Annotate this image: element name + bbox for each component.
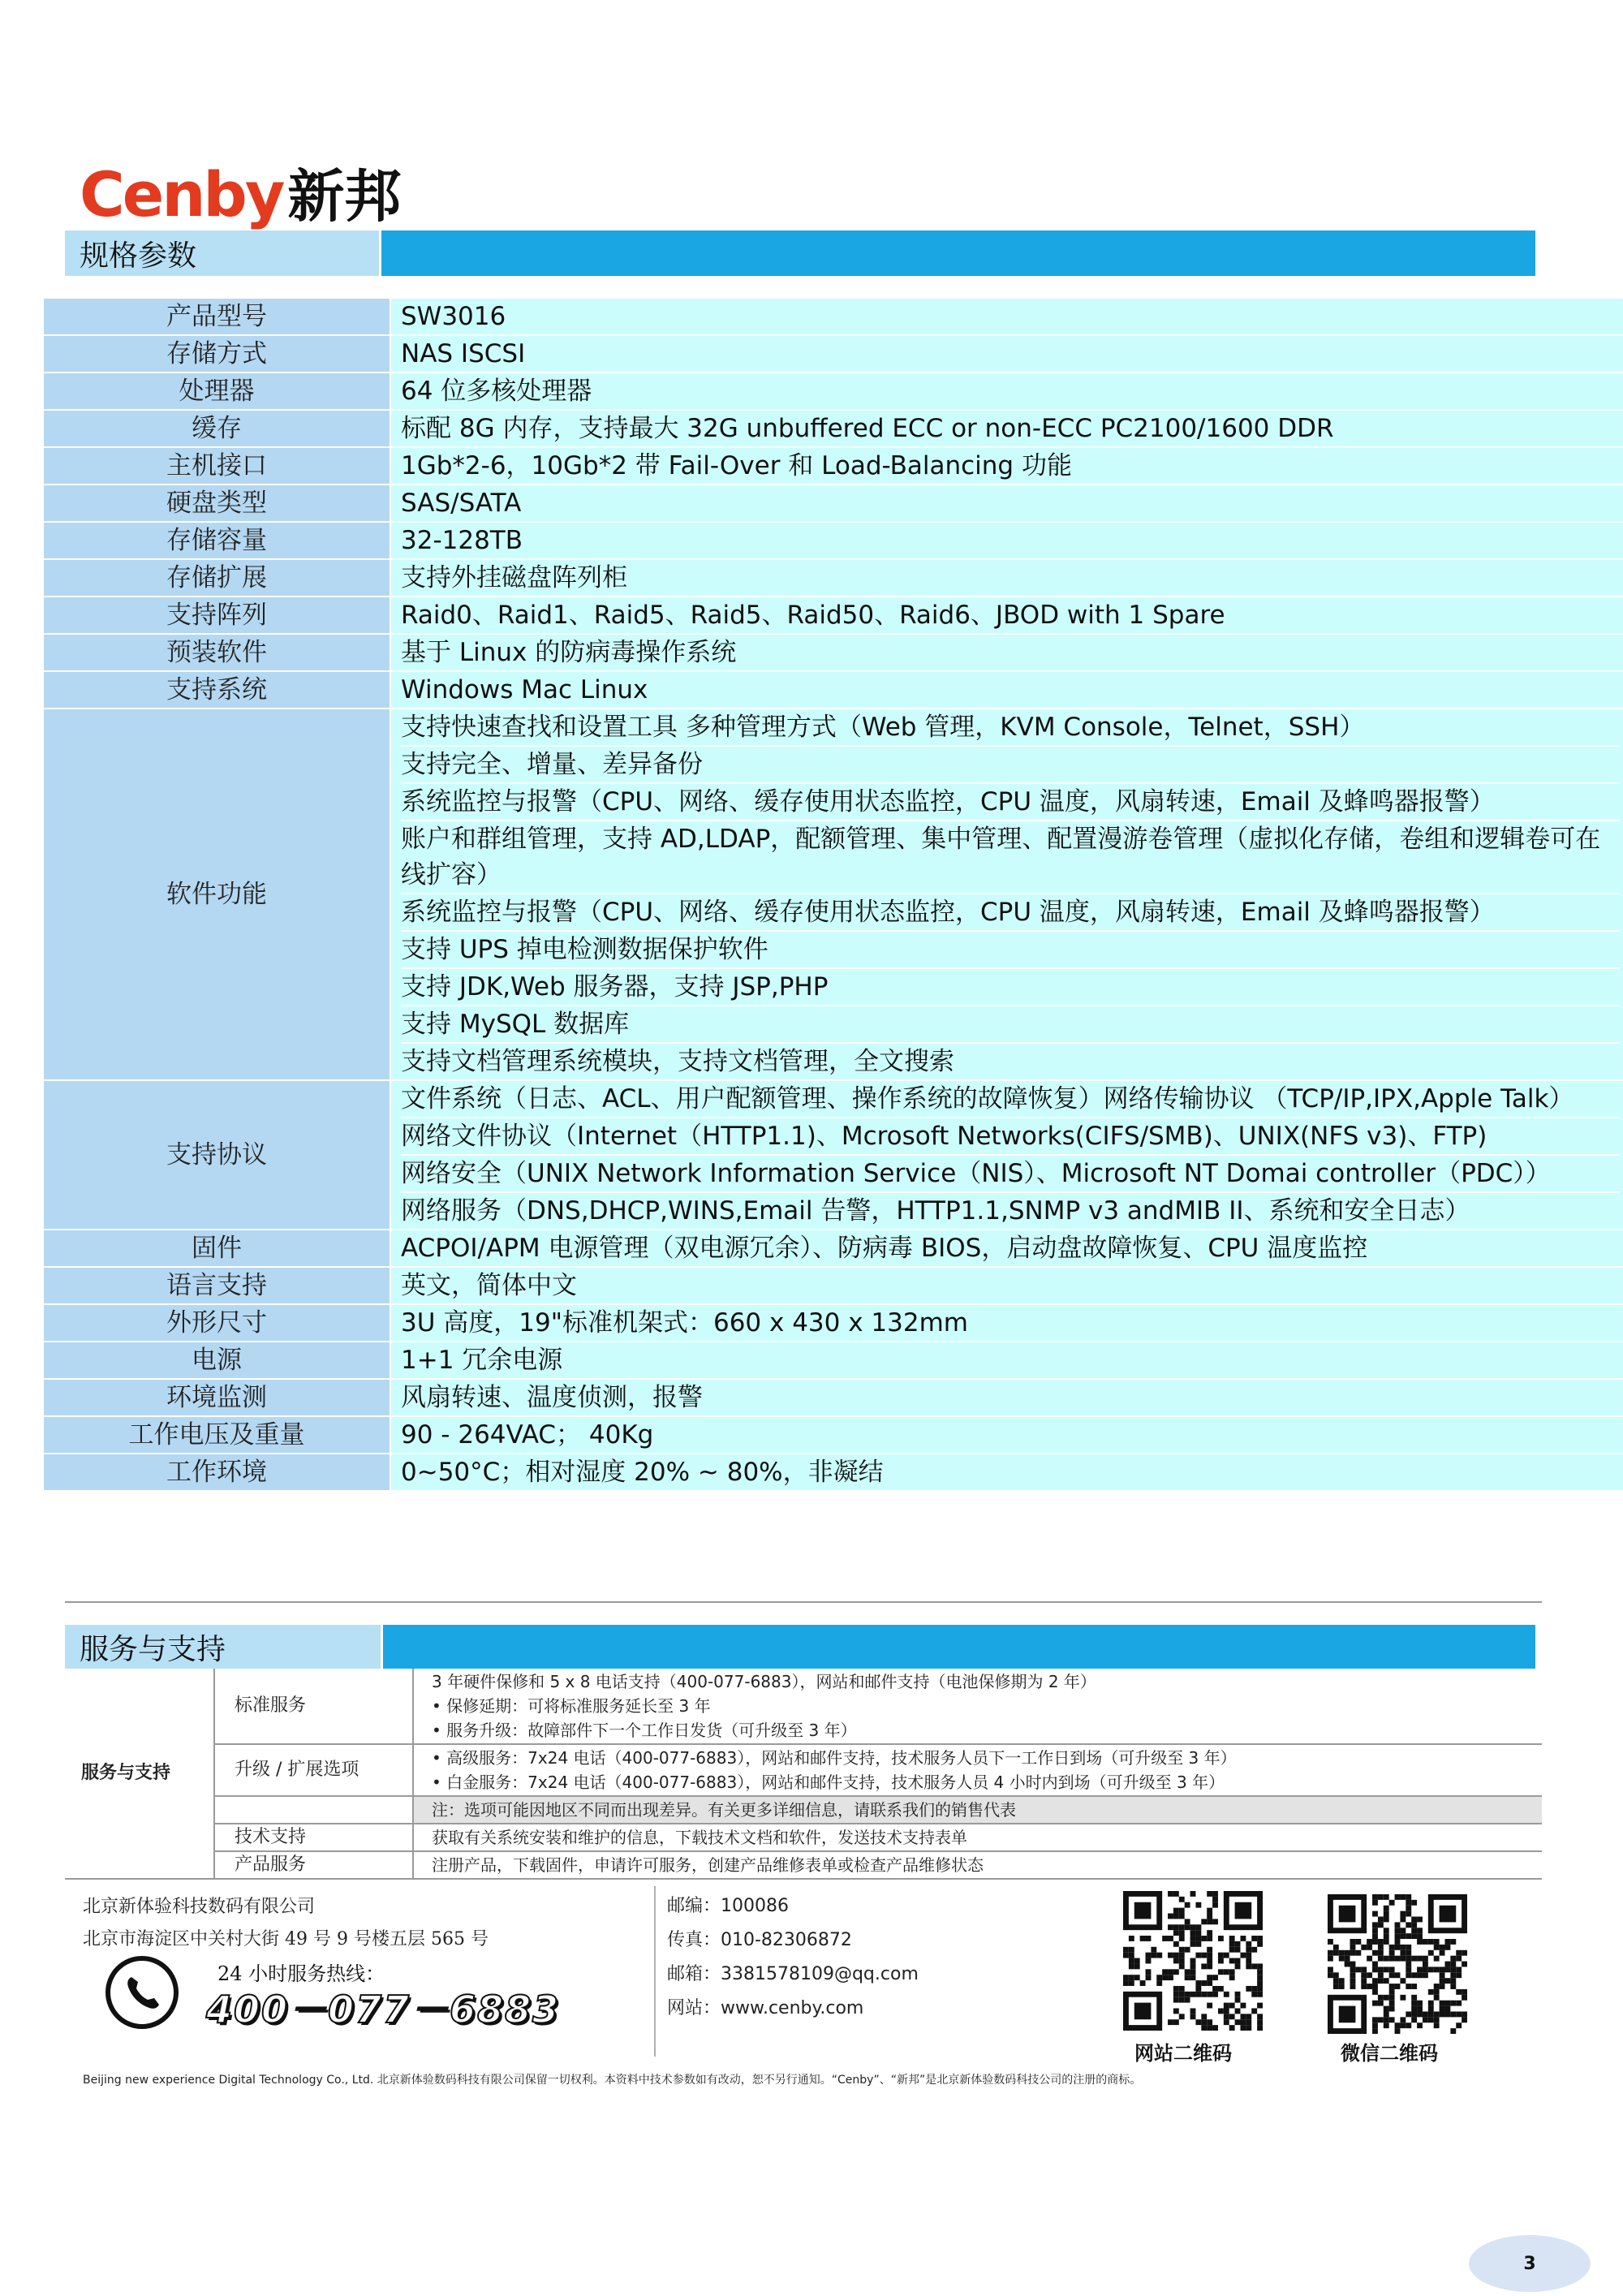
spec-key: 支持阵列	[43, 597, 390, 634]
wechat-qr-caption: 微信二维码	[1341, 2041, 1438, 2065]
service-detail	[413, 1669, 1542, 1744]
service-label: 产品服务	[214, 1851, 413, 1879]
spec-row	[43, 522, 1623, 559]
footer-company-info	[83, 1891, 489, 1956]
hotline-label: 24 小时服务热线：	[217, 1962, 385, 1985]
spec-row	[43, 1454, 1623, 1491]
spec-row	[43, 1304, 1623, 1342]
service-detail-line: • 服务升级：故障部件下一个工作日发货（可升级至 3 年）	[432, 1721, 857, 1740]
hotline-number: 400－077－6883	[206, 1988, 561, 2031]
spec-key: 处理器	[43, 373, 390, 410]
brand-logo	[80, 156, 401, 234]
spec-value	[390, 1454, 1623, 1491]
spec-value-line: 英文，简体中文	[401, 1271, 577, 1300]
spec-key: 环境监测	[43, 1379, 390, 1416]
email: 邮箱：3381578109@qq.com	[667, 1964, 919, 1984]
spec-value-line: 系统监控与报警（CPU、网络、缓存使用状态监控，CPU 温度，风扇转速，Email 及蜂鸣器报警）	[401, 893, 1620, 930]
spec-value	[390, 634, 1623, 671]
spec-section-header	[65, 230, 1535, 276]
spec-row	[43, 447, 1623, 485]
service-row	[65, 1744, 1542, 1796]
spec-value-line: 支持 JDK,Web 服务器，支持 JSP,PHP	[401, 967, 1620, 1005]
service-row	[65, 1824, 1542, 1851]
brand-name-en: Cenby	[80, 158, 283, 230]
spec-row	[43, 1379, 1623, 1416]
spec-value	[390, 559, 1623, 597]
spec-key: 软件功能	[43, 709, 390, 1080]
spec-value-line: 1+1 冗余电源	[401, 1346, 563, 1375]
spec-row	[43, 1267, 1623, 1304]
page-number: 3	[1469, 2235, 1591, 2292]
spec-key: 语言支持	[43, 1267, 390, 1304]
spec-row	[43, 597, 1623, 634]
spec-value-line: NAS ISCSI	[401, 339, 526, 368]
spec-value-line: 账户和群组管理，支持 AD,LDAP，配额管理、集中管理、配置漫游卷管理（虚拟化存储，卷组和逻辑卷可在线扩容）	[401, 820, 1620, 893]
brand-name-cn: 新邦	[287, 163, 402, 230]
service-row	[65, 1669, 1542, 1744]
service-detail-line: 注册产品，下载固件，申请许可服务，创建产品维修表单或检查产品维修状态	[432, 1855, 984, 1875]
company-name: 北京新体验科技数码有限公司	[83, 1897, 316, 1917]
spec-row	[43, 485, 1623, 522]
spec-value-line: SW3016	[401, 302, 506, 331]
footer-separator	[654, 1886, 656, 2057]
spec-value-line: 系统监控与报警（CPU、网络、缓存使用状态监控，CPU 温度，风扇转速，Email 及蜂鸣器报警）	[401, 782, 1620, 820]
postcode: 邮编：100086	[667, 1896, 789, 1916]
spec-value-line: 网络安全（UNIX Network Information Service（NIS）、Microsoft NT Domai controller（PDC））	[401, 1154, 1620, 1191]
spec-key: 存储扩展	[43, 559, 390, 597]
service-detail	[413, 1824, 1542, 1851]
spec-value	[390, 709, 1623, 1080]
spec-key: 缓存	[43, 410, 390, 447]
copyright-notice: Beijing new experience Digital Technology Co., Ltd. 北京新体验数码科技有限公司保留一切权利。本资料中技术参数如有改动，恕不另行通知。“Cenby”、“新邦”是北京新体验数码科技公司的注册的商标。	[83, 2074, 1142, 2087]
spec-key: 固件	[43, 1230, 390, 1267]
spec-value-line: 网络文件协议（Internet（HTTP1.1)、Mcrosoft Networks(CIFS/SMB)、UNIX(NFS v3)、FTP)	[401, 1117, 1620, 1154]
spec-value	[390, 522, 1623, 559]
spec-key: 主机接口	[43, 447, 390, 485]
spec-key: 产品型号	[43, 298, 390, 335]
footer-contact-info	[667, 1889, 919, 2026]
spec-value-line: 支持完全、增量、差异备份	[401, 745, 1620, 782]
service-detail-line: 3 年硬件保修和 5 x 8 电话支持（400-077-6883），网站和邮件支持（电池保修期为 2 年）	[432, 1672, 1096, 1691]
spec-value-line: 基于 Linux 的防病毒操作系统	[401, 638, 737, 667]
spec-value-line: 风扇转速、温度侦测，报警	[401, 1383, 703, 1412]
spec-value-line: 0~50°C；相对湿度 20% ~ 80%，非凝结	[401, 1458, 884, 1487]
website-qr-caption: 网站二维码	[1134, 2041, 1232, 2065]
spec-value	[390, 1304, 1623, 1342]
spec-key: 支持协议	[43, 1080, 390, 1230]
phone-icon	[105, 1956, 179, 2029]
spec-key: 支持系统	[43, 671, 390, 709]
spec-row	[43, 709, 1623, 1080]
spec-key: 预装软件	[43, 634, 390, 671]
spec-row	[43, 335, 1623, 373]
spec-value-line: ACPOI/APM 电源管理（双电源冗余）、防病毒 BIOS，启动盘故障恢复、CPU 温度监控	[401, 1234, 1368, 1263]
spec-row	[43, 410, 1623, 447]
service-row	[65, 1796, 1542, 1824]
spec-section-title: 规格参数	[65, 230, 381, 276]
spec-key: 存储容量	[43, 522, 390, 559]
spec-value	[390, 1416, 1623, 1454]
spec-value-line: 文件系统（日志、ACL、用户配额管理、操作系统的故障恢复）网络传输协议 （TCP/IP,IPX,Apple Talk）	[401, 1084, 1574, 1114]
service-table	[65, 1669, 1542, 1880]
spec-value-line: 支持文档管理系统模块，支持文档管理，全文搜索	[401, 1042, 1620, 1079]
spec-value	[390, 335, 1623, 373]
spec-value	[390, 1379, 1623, 1416]
service-detail-line: 获取有关系统安装和维护的信息，下载技术文档和软件，发送技术支持表单	[432, 1828, 967, 1847]
spec-key: 工作环境	[43, 1454, 390, 1491]
service-detail-line: • 保修延期：可将标准服务延长至 3 年	[432, 1696, 711, 1716]
service-section-header	[65, 1625, 1535, 1669]
spec-row	[43, 1416, 1623, 1454]
spec-value	[390, 597, 1623, 634]
spec-value	[390, 1267, 1623, 1304]
service-label	[214, 1796, 413, 1824]
service-label: 技术支持	[214, 1824, 413, 1851]
spec-row	[43, 373, 1623, 410]
spec-value	[390, 373, 1623, 410]
spec-value-line: 3U 高度，19"标准机架式：660 x 430 x 132mm	[401, 1308, 968, 1338]
spec-value-line: SAS/SATA	[401, 489, 522, 518]
service-label: 标准服务	[214, 1669, 413, 1744]
spec-value	[390, 298, 1623, 335]
service-label: 升级 / 扩展选项	[214, 1744, 413, 1796]
service-detail-line: • 高级服务：7x24 电话（400-077-6883），网站和邮件支持，技术服务人员下一工作日到场（可升级至 3 年）	[432, 1748, 1237, 1768]
spec-value-line: 1Gb*2-6，10Gb*2 带 Fail-Over 和 Load-Balancing 功能	[401, 451, 1072, 480]
spec-value-line: Raid0、Raid1、Raid5、Raid5、Raid50、Raid6、JBOD with 1 Spare	[401, 601, 1225, 630]
spec-row	[43, 559, 1623, 597]
spec-value-line: 标配 8G 内存，支持最大 32G unbuffered ECC or non-ECC PC2100/1600 DDR	[401, 414, 1334, 443]
spec-value	[390, 671, 1623, 709]
service-section-title: 服务与支持	[65, 1625, 383, 1669]
fax: 传真：010-82306872	[667, 1930, 852, 1950]
spec-table	[42, 297, 1623, 1492]
spec-key: 硬盘类型	[43, 485, 390, 522]
spec-row	[43, 671, 1623, 709]
spec-key: 存储方式	[43, 335, 390, 373]
spec-key: 外形尺寸	[43, 1304, 390, 1342]
website-qr-code-icon	[1123, 1891, 1263, 2031]
service-detail-line: • 白金服务：7x24 电话（400-077-6883），网站和邮件支持，技术服务人员 4 小时内到场（可升级至 3 年）	[432, 1773, 1225, 1792]
spec-value-line: 支持外挂磁盘阵列柜	[401, 563, 627, 592]
spec-value	[390, 485, 1623, 522]
spec-value	[390, 1080, 1623, 1230]
spec-value-line: 网络服务（DNS,DHCP,WINS,Email 告警，HTTP1.1,SNMP v3 andMIB II、系统和安全日志）	[401, 1191, 1620, 1229]
service-detail	[413, 1744, 1542, 1796]
spec-value-line: 90 - 264VAC； 40Kg	[401, 1420, 654, 1450]
spec-key: 工作电压及重量	[43, 1416, 390, 1454]
spec-value-line: 支持 UPS 掉电检测数据保护软件	[401, 930, 1620, 967]
spec-value-line: 支持 MySQL 数据库	[401, 1005, 1620, 1042]
spec-value-line: Windows Mac Linux	[401, 675, 648, 704]
website-link[interactable]: 网站：www.cenby.com	[667, 1998, 864, 2018]
spec-row	[43, 1342, 1623, 1379]
service-row	[65, 1851, 1542, 1879]
spec-row	[43, 634, 1623, 671]
spec-value	[390, 410, 1623, 447]
spec-row	[43, 298, 1623, 335]
spec-value	[390, 447, 1623, 485]
service-group-label: 服务与支持	[65, 1669, 214, 1879]
section-divider	[65, 1601, 1542, 1603]
spec-value-line: 64 位多核处理器	[401, 377, 592, 406]
spec-value-line: 支持快速查找和设置工具 多种管理方式（Web 管理，KVM Console，Telnet，SSH）	[401, 713, 1365, 742]
service-detail	[413, 1851, 1542, 1879]
spec-row	[43, 1080, 1623, 1230]
service-note: 注：选项可能因地区不同而出现差异。有关更多详细信息，请联系我们的销售代表	[413, 1796, 1542, 1824]
spec-value-line: 32-128TB	[401, 526, 523, 555]
spec-row	[43, 1230, 1623, 1267]
spec-key: 电源	[43, 1342, 390, 1379]
spec-value	[390, 1230, 1623, 1267]
company-address: 北京市海淀区中关村大街 49 号 9 号楼五层 565 号	[83, 1929, 489, 1949]
spec-value	[390, 1342, 1623, 1379]
wechat-qr-code-icon	[1328, 1894, 1467, 2034]
